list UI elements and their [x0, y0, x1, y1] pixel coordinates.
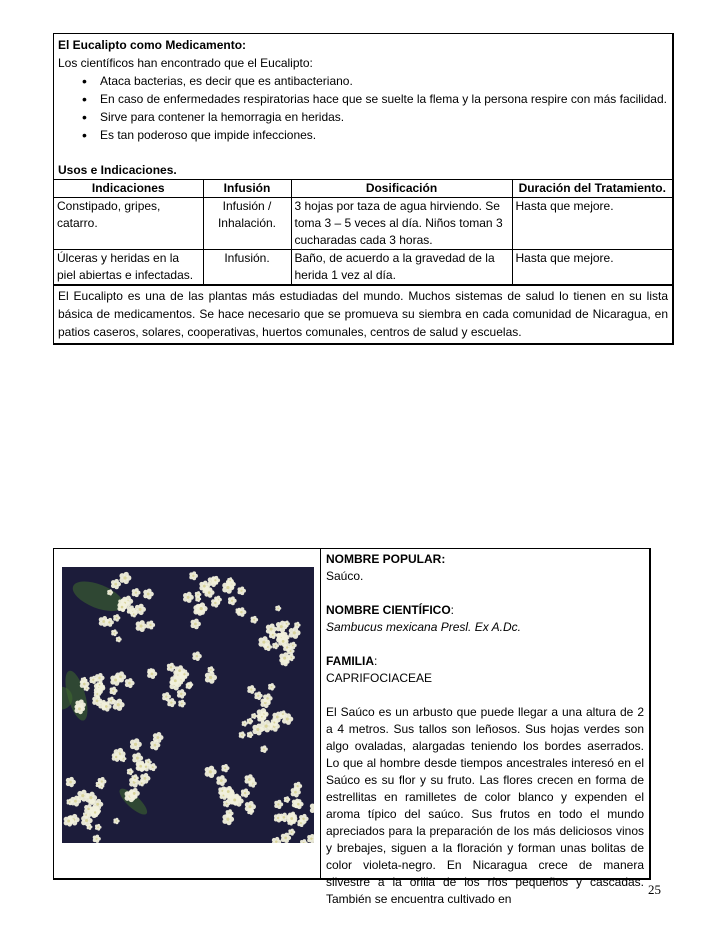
eucalipto-closing-paragraph: El Eucalipto es una de las plantas más estudiadas del mundo. Muchos sistemas de salud lo tienen en su lista básica de medicamentos. Se hace necesario que se promueva su siembra en cada comunidad de Nicaragua, en patios caseros, solares, cooperativas, huertos comunales, centros de salud y escuelas.: [54, 285, 672, 343]
scientific-name-label: NOMBRE CIENTÍFICO: [326, 603, 451, 617]
sauco-photo: [62, 567, 314, 843]
column-divider: [320, 549, 321, 878]
table-row: [54, 198, 672, 250]
table-cell: Úlceras y heridas en la piel abiertas e infectadas.: [54, 250, 203, 285]
table-cell: Infusión / Inhalación.: [203, 198, 291, 250]
bullet-item: • Es tan poderoso que impide infecciones.: [54, 126, 672, 144]
eucalipto-section: [53, 33, 674, 345]
scientific-name-colon: :: [450, 603, 455, 617]
table-header-cell: Infusión: [203, 180, 291, 198]
popular-name-value: Saúco.: [326, 569, 364, 583]
usos-table: [54, 179, 672, 285]
bullet-item: • Sirve para contener la hemorragia en heridas.: [54, 108, 672, 126]
usos-heading: Usos e Indicaciones.: [58, 163, 177, 177]
table-header-row: [54, 180, 672, 198]
table-cell: Hasta que mejore.: [512, 250, 672, 285]
eucalipto-heading: El Eucalipto como Medicamento:: [58, 38, 247, 52]
table-cell: Baño, de acuerdo a la gravedad de la herida 1 vez al día.: [291, 250, 512, 285]
table-header-cell: Indicaciones: [54, 180, 203, 198]
table-cell: Infusión.: [203, 250, 291, 285]
elderflower-image: [62, 567, 314, 843]
table-header-cell: Duración del Tratamiento.: [512, 180, 672, 198]
sauco-section: [53, 548, 651, 906]
page-number: 25: [648, 882, 661, 897]
family-label: FAMILIA: [326, 654, 374, 668]
table-cell: 3 hojas por taza de agua hirviendo. Se toma 3 – 5 veces al día. Niños toman 3 cucharadas cada 3 horas.: [291, 198, 512, 250]
popular-name-label: NOMBRE POPULAR:: [326, 552, 446, 566]
eucalipto-intro: Los científicos han encontrado que el Eucalipto:: [58, 56, 313, 70]
table-cell: Hasta que mejore.: [512, 198, 672, 250]
table-header-cell: Dosificación: [291, 180, 512, 198]
scientific-name-line: [326, 602, 644, 619]
family-line: [326, 653, 644, 670]
table-row: [54, 250, 672, 285]
bullet-item: • En caso de enfermedades respiratorias hace que se suelte la flema y la persona respire con más facilidad.: [54, 90, 672, 108]
eucalipto-bullet-list: [54, 72, 672, 144]
sauco-description: El Saúco es un arbusto que puede llegar a una altura de 2 a 4 metros. Sus tallos son leñosos. Sus hojas verdes son algo ovaladas, alargadas teniendo los bordes aserrados. Lo que al hombre desde tiempos ancestrales interesó en el Saúco es su flor y su fruto. Las flores crecen en forma de estrellitas en ramilletes de color blanco y expenden el aroma típico del saúco. Sus frutos en todo el mundo apreciados para la preparación de los más deliciosos vinos y brebajes, siguen a la floración y forman unas bolitas de color violeta-negro. En Nicaragua crece de manera silvestre a la orilla de los ríos pequeños y cascadas. También se encuentra cultivado en: [326, 705, 644, 906]
bullet-item: • Ataca bacterias, es decir que es antibacteriano.: [54, 72, 672, 90]
sauco-info: [326, 551, 644, 908]
table-cell: Constipado, gripes, catarro.: [54, 198, 203, 250]
eucalipto-intro-block: [54, 34, 672, 72]
family-colon: :: [374, 654, 378, 668]
family-value: CAPRIFOCIACEAE: [326, 671, 433, 685]
scientific-name-value: Sambucus mexicana Presl. Ex A.Dc.: [326, 620, 521, 634]
